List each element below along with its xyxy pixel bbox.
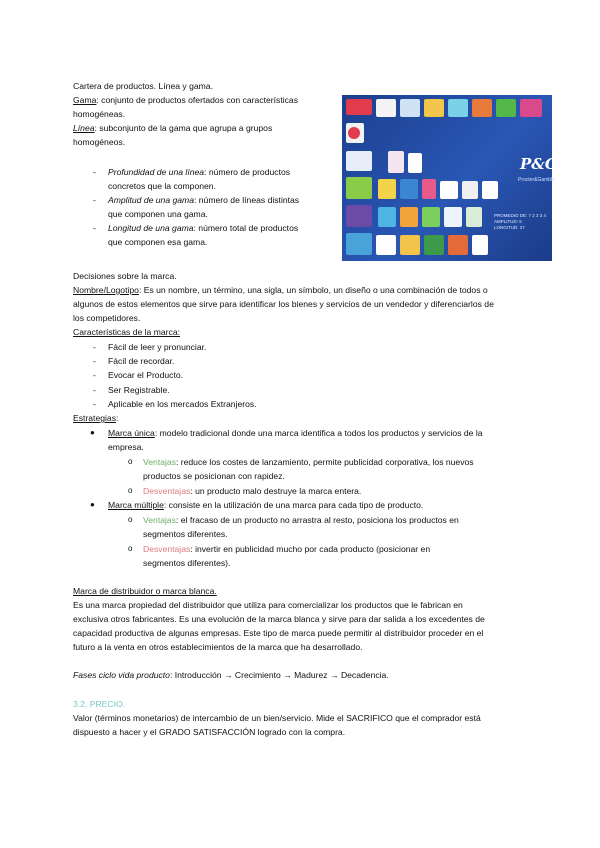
unica-ventajas-cont: productos se posicionan con rapidez.: [143, 471, 285, 481]
linea-term: Línea: [73, 123, 95, 133]
marca-blanca-line: Es una marca propiedad del distribuidor que utiliza para comercializar los productos que le fabrican en: [73, 600, 463, 610]
section-title-marca-blanca: Marca de distribuidor o marca blanca.: [73, 586, 217, 596]
estrategias-colon: :: [116, 413, 119, 423]
caract-item: Aplicable en los mercados Extranjeros.: [108, 399, 257, 409]
precio-text: dispuesto a hacer y el: [73, 727, 159, 737]
nombre-term: Nombre/Logotipo: [73, 285, 139, 295]
precio-text: Valor (términos monetarios) de intercambio de un bien/servicio. Mide el: [73, 713, 347, 723]
product-tile: [388, 151, 404, 173]
item-text: : número de productos: [204, 167, 291, 177]
caract-item: Evocar el Producto.: [108, 370, 183, 380]
dash-bullet: -: [93, 195, 96, 205]
marca-unica-term: Marca única: [108, 428, 155, 438]
caract-item: Ser Registrable.: [108, 385, 170, 395]
ventajas-label: Ventajas: [143, 515, 176, 525]
precio-text: logrado con la compra.: [255, 727, 346, 737]
gama-definition: [73, 93, 298, 108]
marca-multiple-text: : consiste en la utilización de una marca para cada tipo de producto.: [163, 500, 424, 510]
bullet-dot: ●: [90, 500, 95, 509]
item-term: Profundidad de una línea: [108, 167, 205, 177]
item-longitud-cont: que componen esa gama.: [108, 237, 208, 247]
product-tile: [422, 179, 436, 199]
product-tile: [408, 153, 422, 173]
marca-unica: [108, 426, 483, 441]
product-tile: [462, 181, 478, 199]
nombre-text: : Es un nombre, un término, una sigla, un símbolo, un diseño o una combinación de todos o: [138, 285, 488, 295]
desventajas-text: : invertir en publicidad mucho por cada producto (posicionar en: [190, 544, 431, 554]
precio-emph: GRADO SATISFACCIÓN: [159, 727, 256, 737]
product-tile: [400, 235, 420, 255]
product-tile: [444, 207, 462, 227]
product-tile: [496, 99, 516, 117]
item-text: : número de líneas distintas: [194, 195, 300, 205]
item-amplitud: [108, 193, 299, 208]
marca-unica-text: : modelo tradicional donde una marca identifica a todos los productos y servicios de la: [154, 428, 483, 438]
bullet-dot: ●: [90, 428, 95, 437]
item-term: Longitud de una gama: [108, 223, 194, 233]
product-tile: [378, 179, 396, 199]
product-tile: [346, 205, 372, 227]
multiple-ventajas-cont: segmentos diferentes.: [143, 529, 228, 539]
product-tile: [400, 207, 418, 227]
product-tile: [448, 235, 468, 255]
product-tile: [346, 177, 372, 199]
fases-label: Fases ciclo vida producto: [73, 670, 170, 680]
linea-def: : subconjunto de la gama que agrupa a grupos: [94, 123, 273, 133]
item-profundidad-cont: concretos que la componen.: [108, 181, 216, 191]
product-tile: [424, 99, 444, 117]
dash-bullet: -: [93, 167, 96, 177]
product-tile: [424, 235, 444, 255]
product-tile: [348, 127, 360, 139]
multiple-desventajas: [143, 542, 430, 557]
item-longitud: [108, 221, 298, 236]
section-title-decisiones: Decisiones sobre la marca.: [73, 271, 177, 281]
product-tile: [472, 99, 492, 117]
unica-desventajas: [143, 484, 361, 499]
pg-caption-line: PROMEDIO DE: 7 2 2 3 4: [494, 213, 547, 218]
multiple-ventajas: [143, 513, 459, 528]
desventajas-label: Desventajas: [143, 544, 191, 554]
precio-line2: [73, 725, 345, 740]
marca-multiple-term: Marca múltiple: [108, 500, 164, 510]
pg-caption: [494, 213, 546, 231]
circle-bullet: o: [128, 486, 133, 495]
product-tile: [400, 99, 420, 117]
estrategias-label: Estrategias: [73, 413, 116, 423]
pg-logo: P&G: [520, 155, 558, 173]
estrategias-title: [73, 411, 118, 426]
nombre-line3: los competidores.: [73, 313, 141, 323]
fases-text: : Introducción → Crecimiento → Madurez → Decadencia.: [169, 670, 389, 680]
product-tile: [448, 99, 468, 117]
circle-bullet: o: [128, 544, 133, 553]
desventajas-label: Desventajas: [143, 486, 191, 496]
dash-bullet: -: [93, 399, 96, 409]
product-tile: [376, 235, 396, 255]
product-tile: [520, 99, 542, 117]
linea-def-cont: homogéneos.: [73, 137, 126, 147]
dash-bullet: -: [93, 223, 96, 233]
product-tile: [400, 179, 418, 199]
ventajas-label: Ventajas: [143, 457, 176, 467]
nombre-line2: algunos de estos elementos que sirve para identificar los bienes y servicios de un vendedor y diferenciarlos de: [73, 299, 494, 309]
caract-item: Fácil de recordar.: [108, 356, 175, 366]
gama-def: : conjunto de productos ofertados con características: [96, 95, 298, 105]
caracteristicas-title: Características de la marca:: [73, 327, 180, 337]
item-profundidad: [108, 165, 290, 180]
product-tile: [482, 181, 498, 199]
product-tile: [440, 181, 458, 199]
product-tile: [346, 233, 372, 255]
caract-item: Fácil de leer y pronunciar.: [108, 342, 207, 352]
ventajas-text: : reduce los costes de lanzamiento, permite publicidad corporativa, los nuevos: [175, 457, 474, 467]
item-text: : número total de productos: [193, 223, 299, 233]
nombre-line1: [73, 283, 488, 298]
product-tile: [346, 99, 372, 115]
precio-line1: [73, 711, 481, 726]
fases-ciclo-vida: [73, 668, 389, 683]
marca-blanca-line: exclusiva otros fabricantes. Es una evolución de la marca blanca y sirve para dar salida a los excedentes de: [73, 614, 485, 624]
dash-bullet: -: [93, 342, 96, 352]
product-tile: [378, 207, 396, 227]
dash-bullet: -: [93, 356, 96, 366]
pg-caption-line: AMPLITUD: 6: [494, 219, 522, 224]
marca-blanca-line: futuro a la venta en otros establecimientos de la marca que ha desarrollado.: [73, 642, 363, 652]
marca-multiple: [108, 498, 423, 513]
section-title-cartera: Cartera de productos. Línea y gama.: [73, 81, 213, 91]
gama-term: Gama: [73, 95, 97, 105]
marca-unica-cont: empresa.: [108, 442, 144, 452]
circle-bullet: o: [128, 515, 133, 524]
product-tile: [422, 207, 440, 227]
product-tile: [346, 151, 372, 171]
item-amplitud-cont: que componen una gama.: [108, 209, 208, 219]
unica-ventajas: [143, 455, 474, 470]
dash-bullet: -: [93, 370, 96, 380]
precio-heading: 3.2. PRECIO.: [73, 699, 126, 709]
dash-bullet: -: [93, 385, 96, 395]
precio-text: que el comprador está: [392, 713, 481, 723]
ventajas-text: : el fracaso de un producto no arrastra al resto, posiciona los productos en: [175, 515, 459, 525]
precio-emph: SACRIFICO: [346, 713, 393, 723]
gama-def-cont: homogéneas.: [73, 109, 126, 119]
product-tile: [466, 207, 482, 227]
linea-definition: [73, 121, 272, 136]
multiple-desventajas-cont: segmentos diferentes).: [143, 558, 231, 568]
product-tile: [376, 99, 396, 117]
pg-logo-sub: Procter&Gamble: [518, 177, 555, 183]
item-term: Amplitud de una gama: [108, 195, 194, 205]
marca-blanca-line: capacidad productiva de algunas empresas. Este tipo de marca puede permitir al distribuidor proceder en el: [73, 628, 484, 638]
pg-caption-line: LONGITUD: 27: [494, 225, 525, 230]
circle-bullet: o: [128, 457, 133, 466]
product-tile: [472, 235, 488, 255]
pg-product-image: [342, 95, 558, 261]
desventajas-text: : un producto malo destruye la marca entera.: [190, 486, 362, 496]
